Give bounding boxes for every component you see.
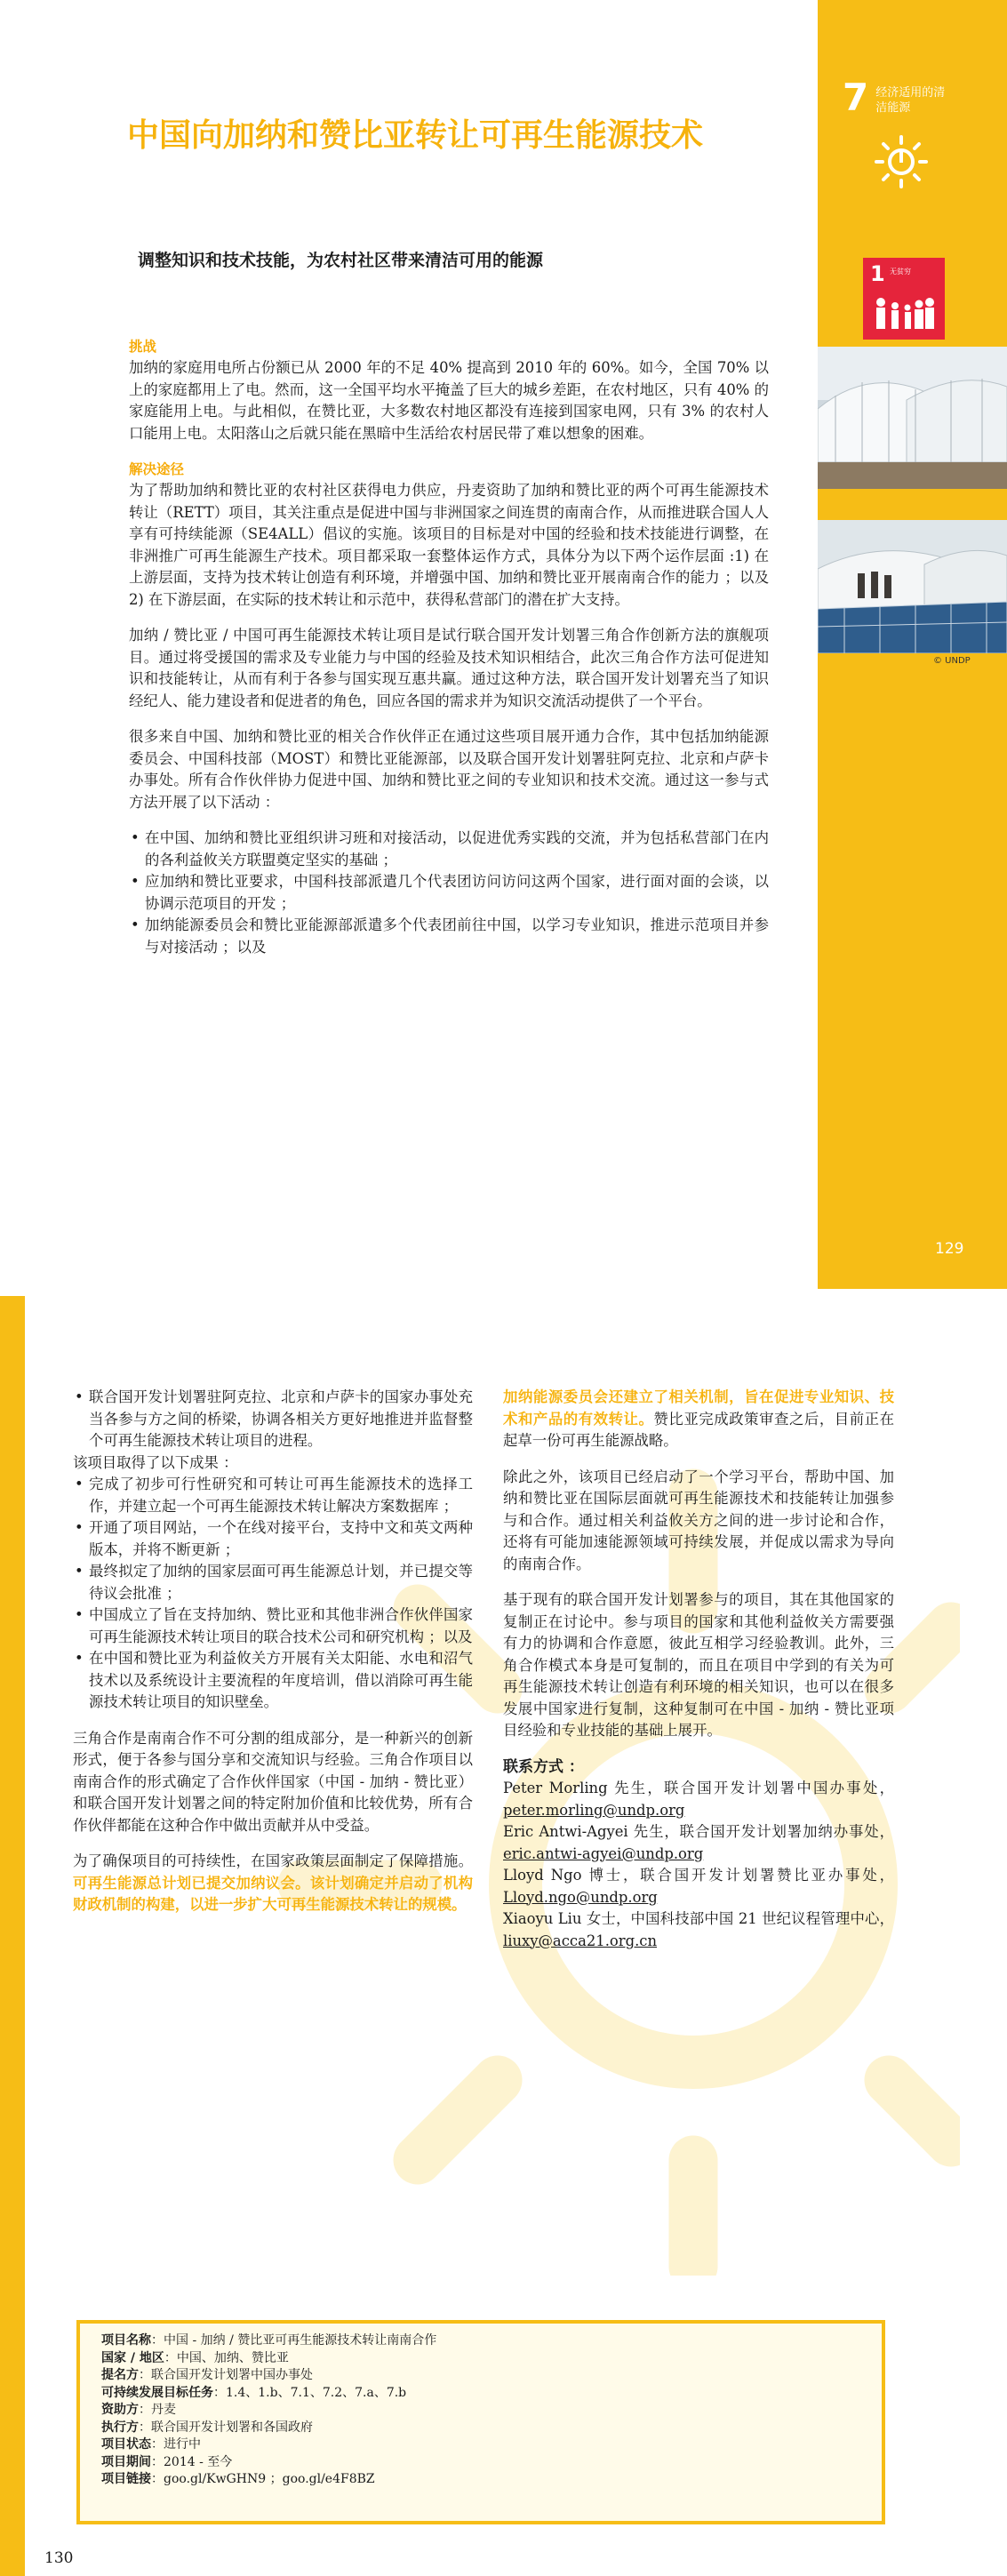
project-info-list [101, 2332, 866, 2489]
list-item: • 最终拟定了加纳的国家层面可再生能源总计划，并已提交等待议会批准 ； [73, 1561, 473, 1604]
learning-platform-paragraph: 除此之外，该项目已经启动了一个学习平台，帮助中国、加纳和赞比亚在国际层面就可再生能源技术和技能转让加强参与和合作。通过相关利益攸关方之间的进一步讨论和合作，还将有可能加速能源领域可持续发展，并促成以需求为导向的南南合作。 [503, 1468, 894, 1572]
mechanism-highlight: 加纳能源委员会还建立了相关机制，旨在促进专业知识、技术和产品的有效转让。 [503, 1388, 894, 1428]
info-label: 资助方 [101, 2403, 139, 2417]
info-label: 可持续发展目标任务 [101, 2385, 213, 2400]
list-item: • 开通了项目网站，一个在线对接平台，支持中文和英文两种版本，并将不断更新 ； [73, 1517, 473, 1561]
contact-email[interactable]: liuxy@acca21.org.cn [503, 1932, 658, 1949]
info-label: 项目名称 [101, 2333, 151, 2348]
info-value: ：进行中 [151, 2437, 201, 2452]
sustainability-paragraph [73, 1851, 473, 1916]
list-item: • 应加纳和赞比亚要求，中国科技部派遣几个代表团访问访问这两个国家，进行面对面的会谈，以协调示范项目的开发 ； [129, 871, 769, 915]
project-info-box [76, 2320, 885, 2524]
info-value[interactable]: ：goo.gl/KwGHN9 ；goo.gl/e4F8BZ [151, 2472, 375, 2486]
info-label: 项目链接 [101, 2472, 151, 2486]
contact-list [503, 1778, 894, 1952]
contact-text: Eric Antwi-Agyei 先生，联合国开发计划署加纳办事处， [503, 1823, 894, 1840]
page-subtitle: 调整知识和技术技能，为农村社区带来清洁可用的能源 [138, 251, 544, 270]
contact-item [503, 1821, 894, 1865]
solar-panel-photo [818, 520, 1007, 653]
mechanism-paragraph [503, 1387, 894, 1452]
list-item: • 在中国、加纳和赞比亚组织讲习班和对接活动，以促进优秀实践的交流，并为包括私营部门在内的各利益攸关方联盟奠定坚实的基础 ； [129, 828, 769, 871]
results-intro: 该项目取得了以下成果 ： [73, 1453, 238, 1471]
greenhouse-photo [818, 347, 1007, 489]
info-row [101, 2332, 866, 2350]
info-value: ：1.4、1.b、7.1、7.2、7.a、7.b [213, 2385, 407, 2400]
info-label: 国家 / 地区 [101, 2350, 164, 2365]
info-value: ：中国、加纳、赞比亚 [164, 2350, 289, 2365]
sdg7-number: 7 [843, 76, 869, 119]
solution-paragraph-2: 加纳 / 赞比亚 / 中国可再生能源技术转让项目是试行联合国开发计划署三角合作创新方法的旗舰项目。通过将受援国的需求及专业能力与中国的经验及技术知识相结合，此次三角合作方法可促进知识和技能转让，从而有利于各参与国实现互惠共赢。通过这种方法，联合国开发计划署充当了知识经纪人、能力建设者和促进者的角色，回应各国的需求并为知识交流活动提供了一个平台。 [129, 627, 769, 709]
sustainability-highlight: 可再生能源总计划已提交加纳议会。该计划确定并启动了机构财政机制的构建，以进一步扩大可再生能源技术转让的规模。 [73, 1874, 473, 1913]
sdg1-label: 无贫穷 [890, 268, 911, 276]
contact-item [503, 1778, 894, 1821]
list-item: • 联合国开发计划署驻阿克拉、北京和卢萨卡的国家办事处充当各参与方之间的桥梁，协调各相关方更好地推进并监督整个可再生能源技术转让项目的进程。 [73, 1387, 473, 1452]
info-row [101, 2402, 866, 2420]
contact-item [503, 1908, 894, 1952]
info-label: 项目期间 [101, 2454, 151, 2469]
sustainability-text: 为了确保项目的可持续性，在国家政策层面制定了保障措施。 [73, 1852, 473, 1869]
solution-heading: 解决途径 [129, 461, 185, 477]
page-title: 中国向加纳和赞比亚转让可再生能源技术 [127, 117, 704, 154]
info-label: 项目状态 [101, 2437, 151, 2452]
triangular-paragraph: 三角合作是南南合作不可分割的组成部分，是一种新兴的创新形式，便于各参与国分享和交流知识与经验。三角合作项目以南南合作的形式确定了合作伙伴国家（中国 - 加纳 - 赞比亚）和联合国开发计划署之间的特定附加价值和比较优势，所有合作伙伴都能在这种合作中做出贡献并从中受益。 [73, 1729, 473, 1834]
activity-list [129, 828, 769, 958]
mechanism-text: 赞比亚完成政策审查之后，目前正在起草一份可再生能源战略。 [503, 1410, 895, 1449]
sdg7-badge [843, 78, 949, 117]
info-value: ：联合国开发计划署中国办事处 [139, 2368, 313, 2382]
sdg1-number: 1 [870, 261, 885, 286]
info-row [101, 2367, 866, 2385]
contact-item [503, 1865, 894, 1908]
page2-yellow-bar [0, 1296, 25, 2576]
coordination-list [73, 1387, 473, 1452]
list-item: • 在中国和赞比亚为利益攸关方开展有关太阳能、水电和沼气技术以及系统设计主要流程的年度培训，借以消除可再生能源技术转让项目的知识壁垒。 [73, 1648, 473, 1714]
contact-email[interactable]: Lloyd.ngo@undp.org [503, 1888, 658, 1906]
solution-paragraph-1: 为了帮助加纳和赞比亚的农村社区获得电力供应，丹麦资助了加纳和赞比亚的两个可再生能源技术转让（RETT）项目，其关注重点是促进中国与非洲国家之间连贯的南南合作，从而推进联合国人人享有可持续能源（SE4ALL）倡议的实施。该项目的目标是对中国的经验和技术技能进行调整，在非洲推广可再生能源生产技术。项目都采取一套整体运作方式，具体分为以下两个运作层面 :1) 在上游层面，支持为技术转让创造有利环境，并增强中国、加纳和赞比亚开展南南合作的能力 ；以及 2) 在下游层面，在实际的技术转让和示范中，获得私营部门的潜在扩大支持。 [129, 482, 769, 608]
contact-email[interactable]: peter.morling@undp.org [503, 1801, 685, 1819]
list-item: • 完成了初步可行性研究和可转让可再生能源技术的选择工作，并建立起一个可再生能源技术转让解决方案数据库 ； [73, 1474, 473, 1517]
info-value: ：丹麦 [139, 2403, 176, 2417]
contact-text: Xiaoyu Liu 女士，中国科技部中国 21 世纪议程管理中心， [503, 1910, 894, 1927]
replication-paragraph: 基于现有的联合国开发计划署参与的项目，其在其他国家的复制正在讨论中。参与项目的国家和其他利益攸关方需要强有力的协调和合作意愿，彼此互相学习经验教训。此外，三角合作模式本身是可复制的，而且在项目中学到的有关为可再生能源技术转让创造有利环境的相关知识，也可以在很多发展中国家进行复制，这种复制可在中国 - 加纳 - 赞比亚项目经验和专业技能的基础上展开。 [503, 1591, 894, 1739]
info-row [101, 2436, 866, 2454]
page2-right-column [503, 1387, 894, 1952]
results-list [73, 1474, 473, 1714]
page-separator [0, 1289, 1007, 1296]
info-label: 执行方 [101, 2420, 139, 2435]
info-row [101, 2385, 866, 2403]
challenge-heading: 挑战 [129, 339, 157, 355]
info-value: ：2014 - 至今 [151, 2454, 233, 2469]
contact-heading: 联系方式 ： [503, 1757, 584, 1776]
challenge-text: 加纳的家庭用电所占份额已从 2000 年的不足 40% 提高到 2010 年的 60%。如今，全国 70% 以上的家庭都用上了电。然而，这一全国平均水平掩盖了巨大的城乡差距，在农村地区，只有 40% 的家庭能用上电。与此相似，在赞比亚，大多数农村地区都没有连接到国家电网，只有 3% 的农村人口能用上电。太阳落山之后就只能在黑暗中生活给农村居民带了难以想象的困难。 [129, 359, 769, 442]
sun-power-icon [873, 133, 930, 190]
contact-text: Peter Morling 先生，联合国开发计划署中国办事处， [503, 1780, 894, 1796]
info-row [101, 2471, 866, 2489]
page2-left-column [73, 1387, 473, 1931]
list-item: • 加纳能源委员会和赞比亚能源部派遣多个代表团前往中国，以学习专业知识，推进示范项目并参与对接活动 ；以及 [129, 915, 769, 958]
info-row [101, 2454, 866, 2472]
info-row [101, 2420, 866, 2437]
photo-credit: © UNDP [933, 656, 971, 666]
sdg1-badge [863, 258, 945, 340]
info-row [101, 2350, 866, 2368]
solution-paragraph-3: 很多来自中国、加纳和赞比亚的相关合作伙伴正在通过这些项目展开通力合作，其中包括加纳能源委员会、中国科技部（MOST）和赞比亚能源部，以及联合国开发计划署驻阿克拉、北京和卢萨卡办事处。所有合作伙伴协力促进中国、加纳和赞比亚之间的专业知识和技术交流。通过这一参与式方法开展了以下活动 ： [129, 728, 769, 811]
sdg7-label: 经济适用的清洁能源 [875, 86, 946, 115]
page-number: 129 [935, 1240, 964, 1258]
page-number: 130 [44, 2549, 74, 2567]
info-label: 提名方 [101, 2368, 139, 2382]
list-item: • 中国成立了旨在支持加纳、赞比亚和其他非洲合作伙伴国家可再生能源技术转让项目的联合技术公司和研究机构 ；以及 [73, 1604, 473, 1648]
contact-text: Lloyd Ngo 博士，联合国开发计划署赞比亚办事处， [503, 1867, 894, 1884]
info-value: ：中国 - 加纳 / 赞比亚可再生能源技术转让南南合作 [151, 2333, 437, 2348]
page1-body [129, 336, 769, 958]
info-value: ：联合国开发计划署和各国政府 [139, 2420, 313, 2435]
family-icon [872, 295, 936, 331]
contact-email[interactable]: eric.antwi-agyei@undp.org [503, 1844, 704, 1862]
